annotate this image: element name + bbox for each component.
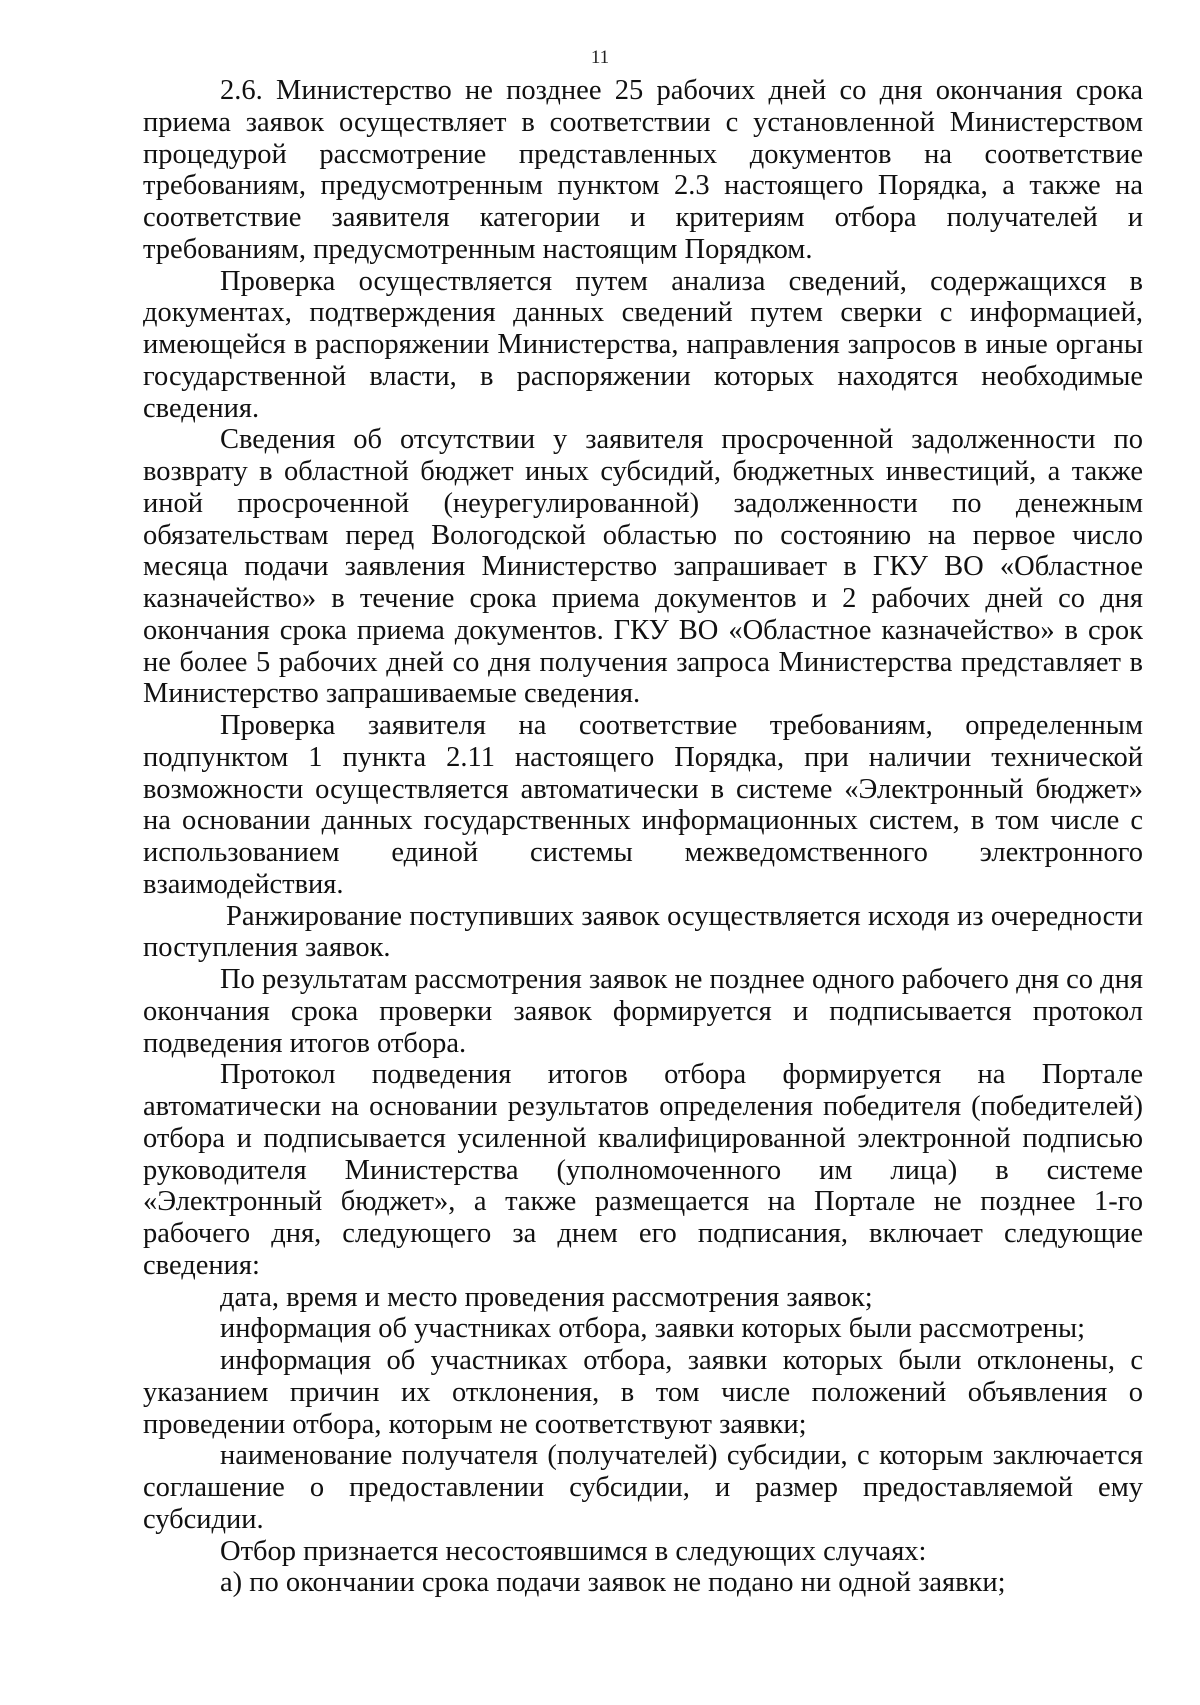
list-item-a: а) по окончании срока подачи заявок не подано ни одной заявки;	[220, 1567, 1006, 1599]
paragraph-protocol-formation: Протокол подведения итогов отбора формируется на Портале автоматически на основании результатов определения победителя (победителей) отбора и подписывается усиленной квалифицированной электронной подписью руководителя Министерства (уполномоченного им лица) в системе «Электронный бюджет», а также размещается на Портале не позднее 1-го рабочего дня, следующего за днем его подписания, включает следующие сведения:	[143, 1059, 1143, 1281]
paragraph-protocol-signing: По результатам рассмотрения заявок не позднее одного рабочего дня со дня окончания срока проверки заявок формируется и подписывается протокол подведения итогов отбора.	[143, 964, 1143, 1059]
paragraph-2-6: 2.6. Министерство не позднее 25 рабочих дней со дня окончания срока приема заявок осуществляет в соответствии с установленной Министерством процедурой рассмотрение представленных документов на соответствие требованиям, предусмотренным пунктом 2.3 настоящего Порядка, а также на соответствие заявителя категории и критериям отбора получателей и требованиям, предусмотренным настоящим Порядком.	[143, 75, 1143, 265]
paragraph-failed-selection: Отбор признается несостоявшимся в следующих случаях:	[220, 1535, 927, 1567]
document-body	[143, 75, 1143, 1599]
list-item-rejected: информация об участниках отбора, заявки которых были отклонены, с указанием причин их отклонения, в том числе положений объявления о проведении отбора, которым не соответствуют заявки;	[143, 1345, 1143, 1440]
list-item-considered: информация об участниках отбора, заявки которых были рассмотрены;	[220, 1313, 1086, 1345]
paragraph-debt-info: Сведения об отсутствии у заявителя просроченной задолженности по возврату в областной бюджет иных субсидий, бюджетных инвестиций, а также иной просроченной (неурегулированной) задолженности по денежным обязательствам перед Вологодской областью по состоянию на первое число месяца подачи заявления Министерство запрашивает в ГКУ ВО «Областное казначейство» в течение срока приема документов и 2 рабочих дней со дня окончания срока приема документов. ГКУ ВО «Областное казначейство» в срок не более 5 рабочих дней со дня получения запроса Министерства представляет в Министерство запрашиваемые сведения.	[143, 424, 1143, 710]
list-item-recipient: наименование получателя (получателей) субсидии, с которым заключается соглашение о предоставлении субсидии, и размер предоставляемой ему субсидии.	[143, 1440, 1143, 1535]
paragraph-applicant-check: Проверка заявителя на соответствие требованиям, определенным подпунктом 1 пункта 2.11 настоящего Порядка, при наличии технической возможности осуществляется автоматически в системе «Электронный бюджет» на основании данных государственных информационных систем, в том числе с использованием единой системы межведомственного электронного взаимодействия.	[143, 710, 1143, 900]
paragraph-ranking: Ранжирование поступивших заявок осуществляется исходя из очередности поступления заявок.	[143, 900, 1143, 964]
page-number: 11	[590, 47, 610, 68]
list-item-date-time: дата, время и место проведения рассмотрения заявок;	[220, 1281, 873, 1313]
paragraph-verification: Проверка осуществляется путем анализа сведений, содержащихся в документах, подтверждения данных сведений путем сверки с информацией, имеющейся в распоряжении Министерства, направления запросов в иные органы государственной власти, в распоряжении которых находятся необходимые сведения.	[143, 265, 1143, 424]
